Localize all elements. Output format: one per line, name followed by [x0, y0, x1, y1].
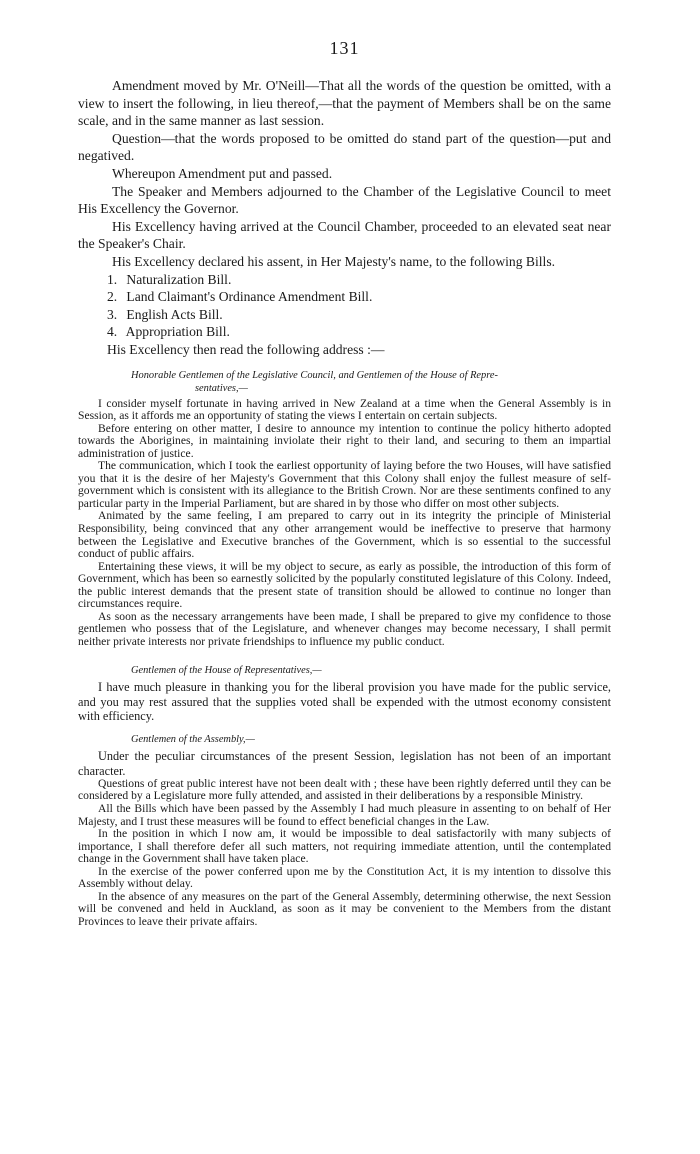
address-paragraph: The communication, which I took the earliest opportunity of laying before the two Houses, will have satisfied you that it is the desire of her Majesty's Government that this Colony shall enjoy the fullest measure of self-government which is consistent with its allegiance to the British Crown. Nor are these sentiments confined to any particular party in the Imperial Parliament, but are shared in by those who differ on most other subjects.: [78, 459, 611, 510]
salutation-house: Gentlemen of the House of Representatives,—: [131, 665, 322, 677]
salutation-line: sentatives,—: [195, 382, 248, 394]
list-item: [107, 306, 611, 324]
bill-list: [78, 271, 611, 341]
bill-number: 2.: [107, 289, 118, 305]
question-paragraph: Question—that the words proposed to be omitted do stand part of the question—put and negatived.: [78, 130, 611, 164]
address-paragraph: In the position in which I now am, it would be impossible to deal satisfactorily with many subjects of importance, I shall therefore defer all such matters, not requiring immediate attention, until the contemplated change in the Government shall have taken place.: [78, 827, 611, 866]
salutation-council-and-house: [78, 369, 611, 395]
whereupon-paragraph: Whereupon Amendment put and passed.: [112, 165, 333, 181]
speaker-adjourned-paragraph: The Speaker and Members adjourned to the Chamber of the Legislative Council to meet His Excellency the Governor.: [78, 183, 611, 217]
bill-number: 4.: [107, 324, 118, 340]
address-paragraph: In the absence of any measures on the part of the General Assembly, determining otherwise, the next Session will be convened and held in Auckland, as soon as it may be convenient to the Members from the distant Provinces to leave their private affairs.: [78, 889, 611, 928]
list-item: [107, 271, 611, 289]
bill-name: Naturalization Bill.: [126, 271, 232, 287]
amendment-paragraph: Amendment moved by Mr. O'Neill—That all the words of the question be omitted, with a view to insert the following, in lieu thereof,—that the payment of Members shall be on the same scale, and in the same manner as last session.: [78, 78, 611, 129]
address-paragraph: In the exercise of the power conferred upon me by the Constitution Act, it is my intention to dissolve this Assembly without delay.: [78, 864, 611, 891]
address-paragraph: Entertaining these views, it will be my object to secure, as early as possible, the introduction of this form of Government, which has been so earnestly solicited by the popularly constituted legislature of this Colony. Indeed, the public interest demands that the present state of transition should be allowed to continue no longer than circumstances require.: [78, 559, 611, 611]
bill-number: 1.: [107, 271, 118, 287]
document-page: [78, 38, 611, 928]
address-intro: His Excellency then read the following address :—: [107, 341, 385, 357]
address-paragraph: Before entering on other matter, I desire to announce my intention to continue the policy hitherto adopted towards the Aborigines, in maintaining inviolate their right to their land, and securing to them an impartial administration of justice.: [78, 421, 611, 460]
excellency-arrived-paragraph: His Excellency having arrived at the Council Chamber, proceeded to an elevated seat near the Speaker's Chair.: [78, 218, 611, 252]
excellency-declared-paragraph: His Excellency declared his assent, in Her Majesty's name, to the following Bills.: [112, 253, 556, 269]
list-item: [107, 288, 611, 306]
bill-name: Appropriation Bill.: [125, 324, 230, 340]
address-paragraph: Questions of great public interest have not been dealt with ; these have been rightly deferred until they can be considered by a Legislature more fully attended, and assisted in their deliberations by a responsible Ministry.: [78, 776, 611, 803]
bill-name: English Acts Bill.: [126, 306, 223, 322]
address-paragraph: I consider myself fortunate in having arrived in New Zealand at a time when the General Assembly is in Session, as it affords me an opportunity of stating the views I entertain on certain subjects.: [78, 396, 611, 423]
address-paragraph: I have much pleasure in thanking you for the liberal provision you have made for the public service, and you may rest assured that the supplies voted shall be expended with the utmost economy consistent with efficiency.: [78, 680, 611, 724]
address-paragraph: Under the peculiar circumstances of the present Session, legislation has not been of an important character.: [78, 749, 611, 778]
salutation-assembly: Gentlemen of the Assembly,—: [131, 734, 255, 746]
list-item: [107, 323, 611, 341]
bill-name: Land Claimant's Ordinance Amendment Bill.: [126, 289, 373, 305]
bill-number: 3.: [107, 306, 118, 322]
address-paragraph: As soon as the necessary arrangements have been made, I shall be prepared to give my confidence to those gentlemen who possess that of the Legislature, and whenever changes may become necessary, I shall permit neither private interests nor private friendships to influence my public conduct.: [78, 609, 611, 648]
address-paragraph: All the Bills which have been passed by the Assembly I had much pleasure in assenting to on behalf of Her Majesty, and I trust these measures will be found to effect beneficial changes in the Law.: [78, 802, 611, 828]
salutation-line: Honorable Gentlemen of the Legislative Council, and Gentlemen of the House of Repre-: [131, 369, 498, 381]
page-number: 131: [329, 38, 360, 58]
address-paragraph: Animated by the same feeling, I am prepared to carry out in its integrity the principle of Ministerial Responsibility, being convinced that any other arrangement would be ineffective to preserve that harmony between the Legislative and Executive branches of the Government, which is so essential to the successful conduct of public affairs.: [78, 509, 611, 561]
